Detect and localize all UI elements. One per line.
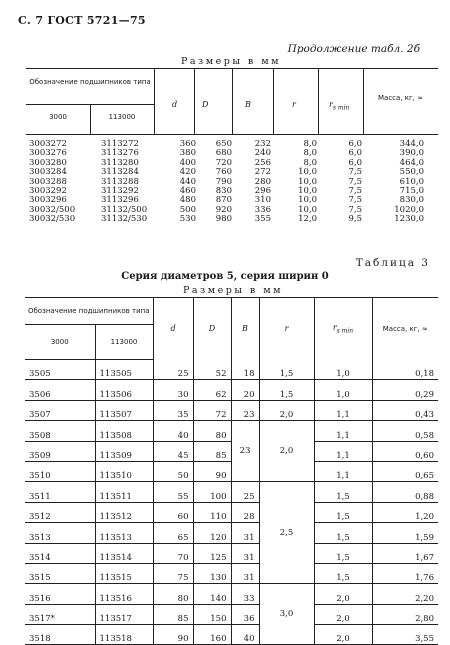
table3-col-B: B xyxy=(231,298,259,360)
cell-3000: 3518 xyxy=(25,625,95,645)
cell-D: 150 xyxy=(193,604,231,624)
cell-mass: 1,76 xyxy=(372,563,438,583)
cell-mass: 0,43 xyxy=(372,400,438,420)
table1-col-mass: Масса, кг, ≈ xyxy=(378,94,423,102)
table1-cell: 920 xyxy=(215,204,232,215)
cell-113000: 113506 xyxy=(95,380,153,400)
cell-3000: 3511 xyxy=(25,482,95,502)
table1-cell: 6,0 xyxy=(348,157,362,168)
cell-rsmin: 1,5 xyxy=(314,563,372,583)
table1-cell: 8,0 xyxy=(303,148,317,159)
table1-cell: 3113288 xyxy=(101,176,139,187)
cell-3000: 3517* xyxy=(25,604,95,624)
table1-col-values-rsmin xyxy=(332,140,362,225)
cell-d: 25 xyxy=(153,360,193,380)
table1-cell: 240 xyxy=(254,148,271,159)
table1-col-B: B xyxy=(245,100,251,109)
table1-col-values-r xyxy=(287,140,317,225)
table1-cell: 650 xyxy=(215,139,232,149)
cell-B: 31 xyxy=(231,543,259,563)
cell-d: 70 xyxy=(153,543,193,563)
cell-d: 75 xyxy=(153,563,193,583)
cell-rsmin: 1,1 xyxy=(314,441,372,461)
cell-113000: 113515 xyxy=(95,563,153,583)
cell-113000: 113514 xyxy=(95,543,153,563)
table1-vline xyxy=(273,69,274,134)
table1-cell: 480 xyxy=(179,195,196,206)
table1-cell: 3003280 xyxy=(29,157,67,168)
cell-3000: 3508 xyxy=(25,421,95,441)
table1-cell: 830,0 xyxy=(399,195,424,206)
table1-cell: 3113296 xyxy=(101,195,139,206)
cell-113000: 113511 xyxy=(95,482,153,502)
cell-D: 72 xyxy=(193,400,231,420)
table1-cell: 256 xyxy=(254,157,271,168)
cell-D: 125 xyxy=(193,543,231,563)
table1-col-values-B xyxy=(243,140,271,225)
table-row xyxy=(25,584,438,604)
table1-cell: 30032/530 xyxy=(29,214,76,225)
cell-mass: 1,20 xyxy=(372,502,438,522)
cell-mass: 0,58 xyxy=(372,421,438,441)
table1-col-values-D xyxy=(204,140,232,225)
cell-d: 30 xyxy=(153,380,193,400)
table1-col-D: D xyxy=(202,100,209,109)
cell-r-merged: 2,0 xyxy=(259,421,314,482)
cell-mass: 0,88 xyxy=(372,482,438,502)
table1-col-values-113000 xyxy=(101,140,147,225)
cell-D: 80 xyxy=(193,421,231,441)
table1-cell: 1230,0 xyxy=(394,214,424,225)
table1-cell: 344,0 xyxy=(399,139,424,149)
cell-rsmin: 1,1 xyxy=(314,421,372,441)
table3-col-113000: 113000 xyxy=(95,325,153,360)
table1-cell: 720 xyxy=(215,157,232,168)
cell-mass: 1,59 xyxy=(372,523,438,543)
table1-vline xyxy=(194,69,195,134)
table1-cell: 3003296 xyxy=(29,195,67,206)
cell-mass: 0,60 xyxy=(372,441,438,461)
cell-r-merged: 3,0 xyxy=(259,584,314,645)
cell-d: 60 xyxy=(153,502,193,522)
table3-col-rsmin: $r_{s min}$ xyxy=(314,298,372,360)
cell-D: 110 xyxy=(193,502,231,522)
cell-3000: 3507 xyxy=(25,400,95,420)
cell-B: 36 xyxy=(231,604,259,624)
table1-col-d: d xyxy=(172,100,178,109)
table1-col-113000: 113000 xyxy=(108,113,136,121)
cell-B: 31 xyxy=(231,523,259,543)
table1-cell: 272 xyxy=(254,167,271,178)
table-row xyxy=(25,523,438,543)
cell-113000: 113517 xyxy=(95,604,153,624)
table1-cell: 400 xyxy=(179,157,196,168)
cell-rsmin: 1,5 xyxy=(314,482,372,502)
cell-113000: 113510 xyxy=(95,461,153,481)
table1-cell: 790 xyxy=(215,176,232,187)
cell-D: 160 xyxy=(193,625,231,645)
table1-cell: 336 xyxy=(254,204,271,215)
table1-cell: 3003272 xyxy=(29,139,67,149)
table-row xyxy=(25,543,438,563)
table1-cell: 3113276 xyxy=(101,148,139,159)
table1-cell: 3113272 xyxy=(101,139,139,149)
table1-cell: 460 xyxy=(179,186,196,197)
table1-cell: 440 xyxy=(179,176,196,187)
cell-113000: 113507 xyxy=(95,400,153,420)
cell-3000: 3512 xyxy=(25,502,95,522)
table3-col-3000: 3000 xyxy=(25,325,95,360)
table1-cell: 550,0 xyxy=(399,167,424,178)
table3-sizes-label: Размеры в мм xyxy=(183,285,284,296)
cell-D: 90 xyxy=(193,461,231,481)
table1-cell: 1020,0 xyxy=(394,204,424,215)
table-row xyxy=(25,604,438,624)
cell-rsmin: 1,0 xyxy=(314,360,372,380)
table1-cell: 7,5 xyxy=(348,186,362,197)
table1-cell: 10,0 xyxy=(298,204,317,215)
table1-cell: 232 xyxy=(254,139,271,149)
table1-cell: 760 xyxy=(215,167,232,178)
table1-col-values-mass xyxy=(384,140,424,225)
cell-d: 35 xyxy=(153,400,193,420)
table1-cell: 360 xyxy=(179,139,196,149)
cell-rsmin: 1,1 xyxy=(314,400,372,420)
cell-113000: 113505 xyxy=(95,360,153,380)
table1-col-r: r xyxy=(292,100,296,109)
cell-rsmin: 1,5 xyxy=(314,543,372,563)
cell-r-merged: 2,5 xyxy=(259,482,314,584)
table1-col-values-3000 xyxy=(29,140,75,225)
cell-B: 28 xyxy=(231,502,259,522)
table3-col-d: d xyxy=(153,298,193,360)
cell-rsmin: 1,1 xyxy=(314,461,372,481)
table3-col-r: r xyxy=(259,298,314,360)
table1-cell: 8,0 xyxy=(303,157,317,168)
cell-D: 130 xyxy=(193,563,231,583)
table1-cell: 31132/500 xyxy=(101,204,148,215)
table1-cell: 3003288 xyxy=(29,176,67,187)
cell-D: 100 xyxy=(193,482,231,502)
cell-B-merged: 23 xyxy=(231,421,259,482)
cell-mass: 1,67 xyxy=(372,543,438,563)
table1-cell: 3113284 xyxy=(101,167,139,178)
table-row xyxy=(25,421,438,441)
table1-cell: 420 xyxy=(179,167,196,178)
cell-113000: 113512 xyxy=(95,502,153,522)
table1-cell: 12,0 xyxy=(298,214,317,225)
table3-group-header: Обозначение подшипников типа xyxy=(25,298,153,325)
cell-3000: 3505 xyxy=(25,360,95,380)
cell-d: 85 xyxy=(153,604,193,624)
table1-cell: 7,5 xyxy=(348,195,362,206)
table1-cell: 830 xyxy=(215,186,232,197)
cell-rsmin: 2,0 xyxy=(314,625,372,645)
cell-113000: 113516 xyxy=(95,584,153,604)
table1-col-3000: 3000 xyxy=(49,113,67,121)
cell-B: 40 xyxy=(231,625,259,645)
table3-col-mass: Масса, кг, ≈ xyxy=(372,298,438,360)
cell-D: 140 xyxy=(193,584,231,604)
cell-B: 31 xyxy=(231,563,259,583)
cell-D: 62 xyxy=(193,380,231,400)
table-row xyxy=(25,360,438,380)
table1-cell: 310 xyxy=(254,195,271,206)
cell-r: 2,0 xyxy=(259,400,314,420)
table-row xyxy=(25,400,438,420)
table1-cell: 500 xyxy=(179,204,196,215)
cell-mass: 0,29 xyxy=(372,380,438,400)
cell-B: 20 xyxy=(231,380,259,400)
cell-3000: 3515 xyxy=(25,563,95,583)
table1-group-header: Обозначение подшипников типа xyxy=(29,78,151,86)
cell-rsmin: 1,5 xyxy=(314,502,372,522)
table1-cell: 3003292 xyxy=(29,186,67,197)
table1-cell: 464,0 xyxy=(399,157,424,168)
cell-mass: 3,55 xyxy=(372,625,438,645)
cell-113000: 113513 xyxy=(95,523,153,543)
cell-d: 50 xyxy=(153,461,193,481)
cell-d: 80 xyxy=(153,584,193,604)
table1-cell: 3113280 xyxy=(101,157,139,168)
table-row xyxy=(25,482,438,502)
table-row xyxy=(25,502,438,522)
sizes-label: Размеры в мм xyxy=(181,56,282,67)
table1-cell: 31132/530 xyxy=(101,214,148,225)
cell-3000: 3513 xyxy=(25,523,95,543)
cell-d: 90 xyxy=(153,625,193,645)
table1-cell: 530 xyxy=(179,214,196,225)
cell-D: 52 xyxy=(193,360,231,380)
cell-B: 23 xyxy=(231,400,259,420)
table1-cell: 280 xyxy=(254,176,271,187)
cell-3000: 3509 xyxy=(25,441,95,461)
cell-B: 33 xyxy=(231,584,259,604)
table1-cell: 10,0 xyxy=(298,176,317,187)
table1-cell: 7,5 xyxy=(348,204,362,215)
cell-rsmin: 2,0 xyxy=(314,604,372,624)
table1-cell: 10,0 xyxy=(298,167,317,178)
cell-mass: 0,65 xyxy=(372,461,438,481)
cell-d: 40 xyxy=(153,421,193,441)
cell-D: 120 xyxy=(193,523,231,543)
cell-mass: 0,18 xyxy=(372,360,438,380)
table1-cell: 7,5 xyxy=(348,167,362,178)
table1-vline xyxy=(232,69,233,134)
table-row xyxy=(25,563,438,583)
table1-cell: 30032/500 xyxy=(29,204,76,215)
table1-cell: 870 xyxy=(215,195,232,206)
table1-cell: 3113292 xyxy=(101,186,139,197)
cell-mass: 2,80 xyxy=(372,604,438,624)
cell-rsmin: 2,0 xyxy=(314,584,372,604)
table1-cell: 10,0 xyxy=(298,186,317,197)
table1-cell: 6,0 xyxy=(348,148,362,159)
cell-113000: 113509 xyxy=(95,441,153,461)
table1-cell: 6,0 xyxy=(348,139,362,149)
cell-3000: 3506 xyxy=(25,380,95,400)
cell-rsmin: 1,0 xyxy=(314,380,372,400)
cell-D: 85 xyxy=(193,441,231,461)
table1-cell: 7,5 xyxy=(348,176,362,187)
cell-d: 55 xyxy=(153,482,193,502)
table1-col-rsmin: $r_{s min}$ xyxy=(329,100,350,112)
table1-cell: 296 xyxy=(254,186,271,197)
page-header: С. 7 ГОСТ 5721—75 xyxy=(18,14,146,27)
table1-cell: 355 xyxy=(254,214,271,225)
table-continuation-caption: Продолжение табл. 2б xyxy=(287,43,420,55)
table1-cell: 390,0 xyxy=(399,148,424,159)
cell-3000: 3516 xyxy=(25,584,95,604)
table1-cell: 680 xyxy=(215,148,232,159)
cell-rsmin: 1,5 xyxy=(314,523,372,543)
cell-3000: 3514 xyxy=(25,543,95,563)
table1-vline xyxy=(318,69,319,134)
table1-cell: 3003284 xyxy=(29,167,67,178)
cell-B: 18 xyxy=(231,360,259,380)
table1-col-values-d xyxy=(168,140,196,225)
table1-cell: 610,0 xyxy=(399,176,424,187)
table3-col-D: D xyxy=(193,298,231,360)
table1-cell: 9,5 xyxy=(348,214,362,225)
table1-header xyxy=(26,68,438,135)
table1-cell: 715,0 xyxy=(399,186,424,197)
table3-title: Таблица 3 xyxy=(355,257,430,269)
cell-r: 1,5 xyxy=(259,380,314,400)
cell-113000: 113518 xyxy=(95,625,153,645)
cell-3000: 3510 xyxy=(25,461,95,481)
cell-113000: 113508 xyxy=(95,421,153,441)
table1-cell: 10,0 xyxy=(298,195,317,206)
table3 xyxy=(25,297,438,645)
table-row xyxy=(25,380,438,400)
cell-B: 25 xyxy=(231,482,259,502)
table-row xyxy=(25,625,438,645)
cell-mass: 2,20 xyxy=(372,584,438,604)
table1-cell: 980 xyxy=(215,214,232,225)
table1-cell: 3003276 xyxy=(29,148,67,159)
table1-cell: 8,0 xyxy=(303,139,317,149)
table3-series: Серия диаметров 5, серия ширин 0 xyxy=(121,271,329,282)
table1-cell: 380 xyxy=(179,148,196,159)
cell-d: 45 xyxy=(153,441,193,461)
cell-d: 65 xyxy=(153,523,193,543)
cell-r: 1,5 xyxy=(259,360,314,380)
table1-vline xyxy=(154,69,155,134)
